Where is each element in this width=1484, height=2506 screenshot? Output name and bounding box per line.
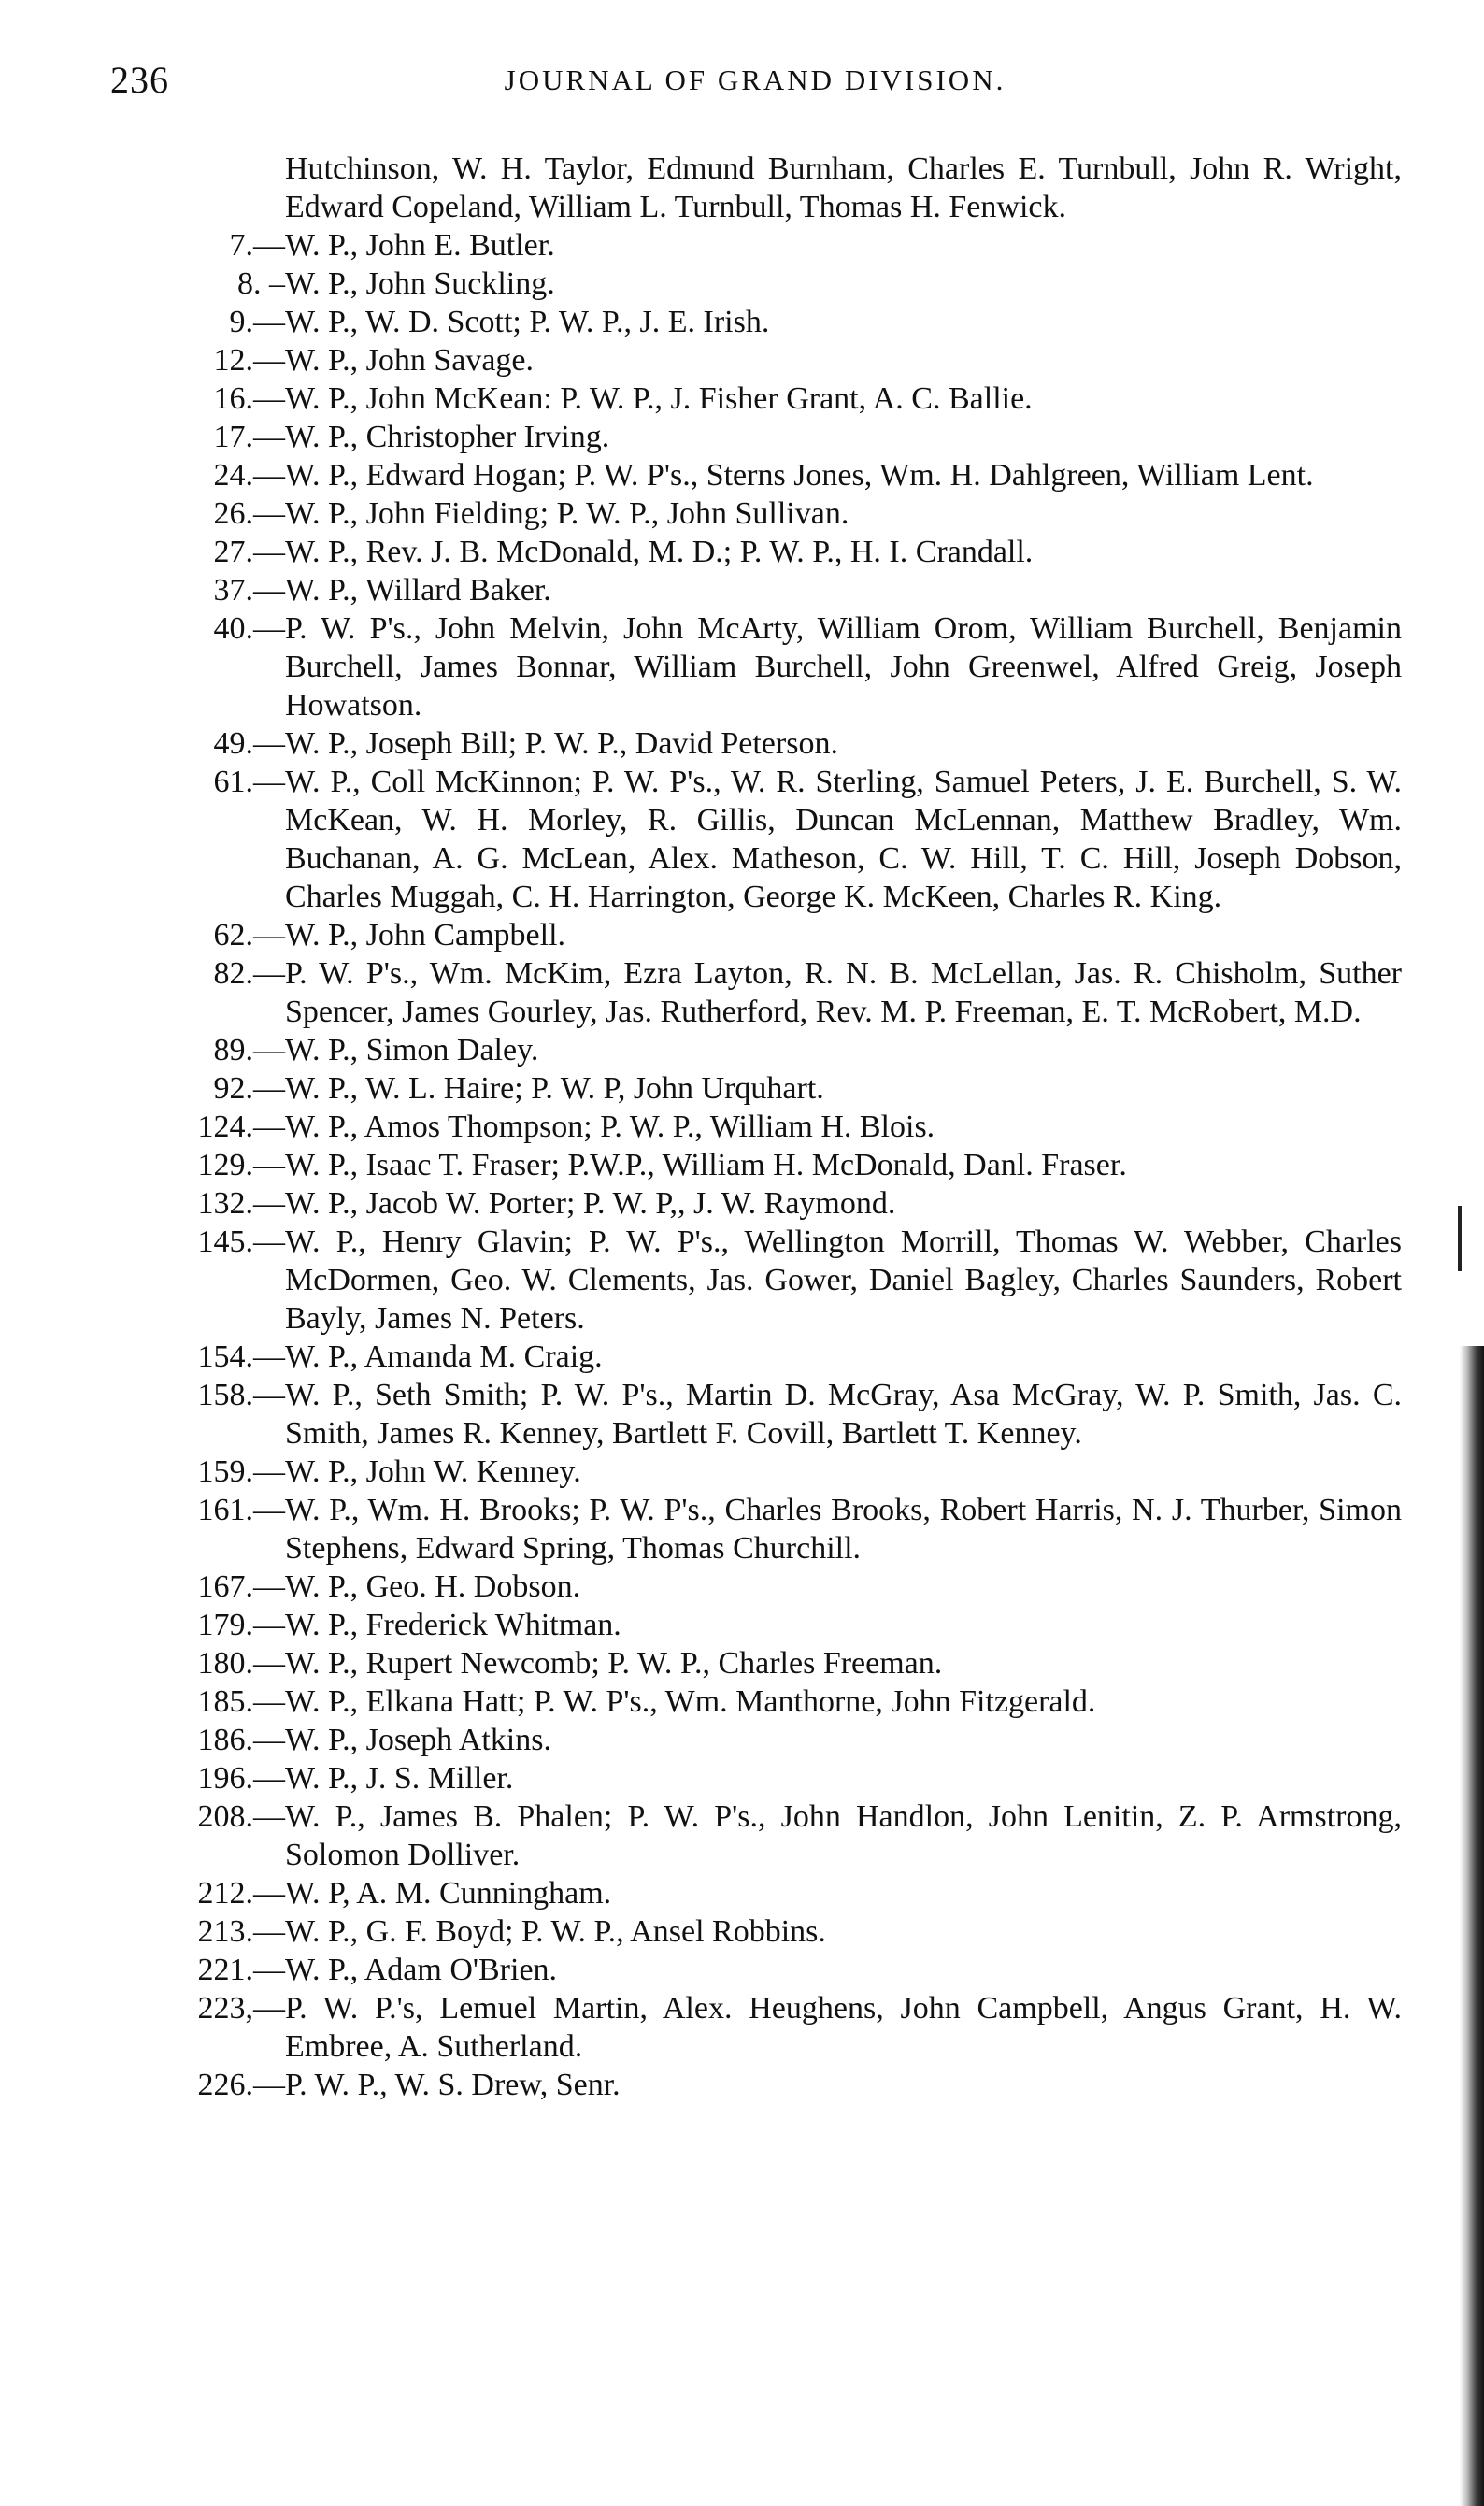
lodge-entry [131,763,1402,916]
lodge-number: 158.— [197,1378,285,1412]
lodge-entry [131,418,1402,456]
lodge-officers: W. P., W. D. Scott; P. W. P., J. E. Irish. [285,305,770,339]
page-header [110,58,1400,114]
lodge-entry [131,1951,1402,1989]
lodge-entry [131,609,1402,724]
lodge-officers: W. P., James B. Phalen; P. W. P's., John Handlon, John Lenitin, Z. P. Armstrong, Solomon Dolliver. [285,1799,1402,1872]
lodge-number: 159.— [197,1454,285,1489]
lodge-entry [131,494,1402,533]
lodge-entry [131,916,1402,954]
lodge-entry [131,954,1402,1031]
lodge-officers: W. P., Isaac T. Fraser; P.W.P., William H. McDonald, Danl. Fraser. [285,1148,1127,1182]
lodge-officers: W. P., Joseph Atkins. [285,1723,551,1757]
lodge-officers: P. W. P.'s, Lemuel Martin, Alex. Heughens, John Campbell, Angus Grant, H. W. Embree, A. Sutherland. [285,1991,1402,2064]
lodge-officers: W. P., Edward Hogan; P. W. P's., Sterns Jones, Wm. H. Dahlgreen, William Lent. [285,458,1314,493]
lodge-entry [131,226,1402,265]
lodge-entry [131,1989,1402,2066]
lodge-entry [131,1606,1402,1644]
lodge-entry [131,1683,1402,1721]
lodge-officers: W. P., Wm. H. Brooks; P. W. P's., Charles Brooks, Robert Harris, N. J. Thurber, Simon Stephens, Edward Spring, Thomas Churchill. [285,1493,1402,1566]
lodge-officers: P. W. P's., Wm. McKim, Ezra Layton, R. N. B. McLellan, Jas. R. Chisholm, Suther Spencer, James Gourley, Jas. Rutherford, Rev. M. P. Freeman, E. T. McRobert, M.D. [285,956,1402,1029]
lodge-entry [131,379,1402,418]
lodge-number: 62.— [213,918,285,952]
lodge-number: 154.— [197,1339,285,1374]
lodge-number: 221.— [197,1953,285,1987]
lodge-number: 124.— [197,1110,285,1144]
lodge-entry [131,2066,1402,2104]
lodge-entry [131,1146,1402,1184]
lodge-entry [131,150,1402,226]
lodge-officers: W. P., Simon Daley. [285,1033,539,1067]
lodge-entry [131,1491,1402,1568]
lodge-officers: W. P., John Savage. [285,343,535,378]
lodge-entry [131,456,1402,494]
lodge-officers: W. P., Amos Thompson; P. W. P., William H. Blois. [285,1110,935,1144]
running-title: JOURNAL OF GRAND DIVISION. [504,64,1006,96]
lodge-number: 186.— [197,1723,285,1757]
lodge-number: 180.— [197,1646,285,1681]
lodge-officers: W. P., Elkana Hatt; P. W. P's., Wm. Manthorne, John Fitzgerald. [285,1684,1096,1719]
lodge-officers: W. P., W. L. Haire; P. W. P, John Urquhart. [285,1071,824,1106]
lodge-number: 226.— [197,2068,285,2102]
lodge-number: 37.— [213,573,285,608]
lodge-entry [131,1031,1402,1069]
lodge-officers: W. P, A. M. Cunningham. [285,1876,612,1911]
lodge-number: 161.— [197,1493,285,1527]
lodge-number: 208.— [197,1799,285,1834]
lodge-entry [131,1874,1402,1912]
lodge-officers: P. W. P's., John Melvin, John McArty, William Orom, William Burchell, Benjamin Burchell, James Bonnar, William Burchell, John Greenwel, Alfred Greig, Joseph Howatson. [285,611,1402,723]
lodge-number: 92.— [213,1071,285,1106]
lodge-number: 17.— [213,420,285,454]
lodge-officers: W. P., Joseph Bill; P. W. P., David Peterson. [285,726,838,761]
page-edge-shadow [1460,1346,1484,2506]
lodge-entry [131,341,1402,379]
lodge-number: 129.— [197,1148,285,1182]
lodge-officers: W. P., Frederick Whitman. [285,1608,621,1642]
lodge-officers: W. P., Rev. J. B. McDonald, M. D.; P. W. P., H. I. Crandall. [285,535,1034,569]
lodge-number: 132.— [197,1186,285,1221]
lodge-officers: W. P., Rupert Newcomb; P. W. P., Charles Freeman. [285,1646,943,1681]
lodge-officers: W. P., G. F. Boyd; P. W. P., Ansel Robbins. [285,1914,826,1949]
lodge-entry [131,571,1402,609]
lodge-number: 27.— [213,535,285,569]
lodge-officers: W. P., Geo. H. Dobson. [285,1569,581,1604]
lodge-officers: W. P., Seth Smith; P. W. P's., Martin D. McGray, Asa McGray, W. P. Smith, Jas. C. Smith, James R. Kenney, Bartlett F. Covill, Bartlett T. Kenney. [285,1378,1402,1451]
lodge-number: 89.— [213,1033,285,1067]
lodge-entry [131,1184,1402,1223]
lodge-entry [131,1912,1402,1951]
lodge-officers: W. P., Adam O'Brien. [285,1953,558,1987]
lodge-entry [131,1759,1402,1797]
lodge-number: 61.— [213,765,285,799]
lodge-entry [131,724,1402,763]
lodge-entry [131,1797,1402,1874]
lodge-number: 213.— [197,1914,285,1949]
lodge-number: 179.— [197,1608,285,1642]
lodge-officers: W. P., John McKean: P. W. P., J. Fisher Grant, A. C. Ballie. [285,381,1033,416]
entries-list [131,150,1402,2104]
lodge-entry [131,1376,1402,1453]
lodge-entry [131,1338,1402,1376]
lodge-officers: W. P., Jacob W. Porter; P. W. P,, J. W. Raymond. [285,1186,896,1221]
lodge-number: 26.— [213,496,285,531]
lodge-number: 82.— [213,956,285,991]
lodge-number: 223,— [197,1991,285,2026]
lodge-entry [131,265,1402,303]
lodge-officers: W. P., John Campbell. [285,918,566,952]
lodge-officers: W. P., Henry Glavin; P. W. P's., Wellington Morrill, Thomas W. Webber, Charles McDormen, Geo. W. Clements, Jas. Gower, Daniel Bagley, Charles Saunders, Robert Bayly, James N. Peters. [285,1224,1402,1336]
lodge-entry [131,1069,1402,1108]
lodge-officers: W. P., Willard Baker. [285,573,551,608]
lodge-number: 12.— [213,343,285,378]
lodge-number: 145.— [197,1224,285,1259]
lodge-entry [131,303,1402,341]
lodge-number: 167.— [197,1569,285,1604]
lodge-number: 16.— [213,381,285,416]
lodge-entry [131,1644,1402,1683]
lodge-officers: W. P., Amanda M. Craig. [285,1339,603,1374]
page-edge-mark [1458,1206,1462,1271]
lodge-number: 7.— [229,228,285,263]
lodge-officers: Hutchinson, W. H. Taylor, Edmund Burnham, Charles E. Turnbull, John R. Wright, Edward Copeland, William L. Turnbull, Thomas H. Fenwick. [285,151,1402,224]
lodge-number: 8. – [237,266,285,301]
lodge-entry [131,1453,1402,1491]
lodge-number: 40.— [213,611,285,646]
lodge-number: 212.— [197,1876,285,1911]
lodge-officers: W. P., Coll McKinnon; P. W. P's., W. R. Sterling, Samuel Peters, J. E. Burchell, S. W. McKean, W. H. Morley, R. Gillis, Duncan McLennan, Matthew Bradley, Wm. Buchanan, A. G. McLean, Alex. Matheson, C. W. Hill, T. C. Hill, Joseph Dobson, Charles Muggah, C. H. Harrington, George K. McKeen, Charles R. King. [285,765,1402,914]
lodge-officers: W. P., J. S. Miller. [285,1761,514,1796]
lodge-officers: W. P., John Fielding; P. W. P., John Sullivan. [285,496,849,531]
lodge-officers: W. P., John Suckling. [285,266,555,301]
lodge-number: 196.— [197,1761,285,1796]
lodge-officers: W. P., John E. Butler. [285,228,555,263]
lodge-number: 24.— [213,458,285,493]
lodge-entry [131,1568,1402,1606]
lodge-officers: W. P., John W. Kenney. [285,1454,581,1489]
lodge-number: 185.— [197,1684,285,1719]
page-number: 236 [110,59,169,101]
lodge-officers: W. P., Christopher Irving. [285,420,610,454]
lodge-entry [131,1108,1402,1146]
lodge-entry [131,1223,1402,1338]
lodge-entry [131,533,1402,571]
lodge-officers: P. W. P., W. S. Drew, Senr. [285,2068,621,2102]
lodge-entry [131,1721,1402,1759]
lodge-number: 49.— [213,726,285,761]
lodge-number: 9.— [229,305,285,339]
